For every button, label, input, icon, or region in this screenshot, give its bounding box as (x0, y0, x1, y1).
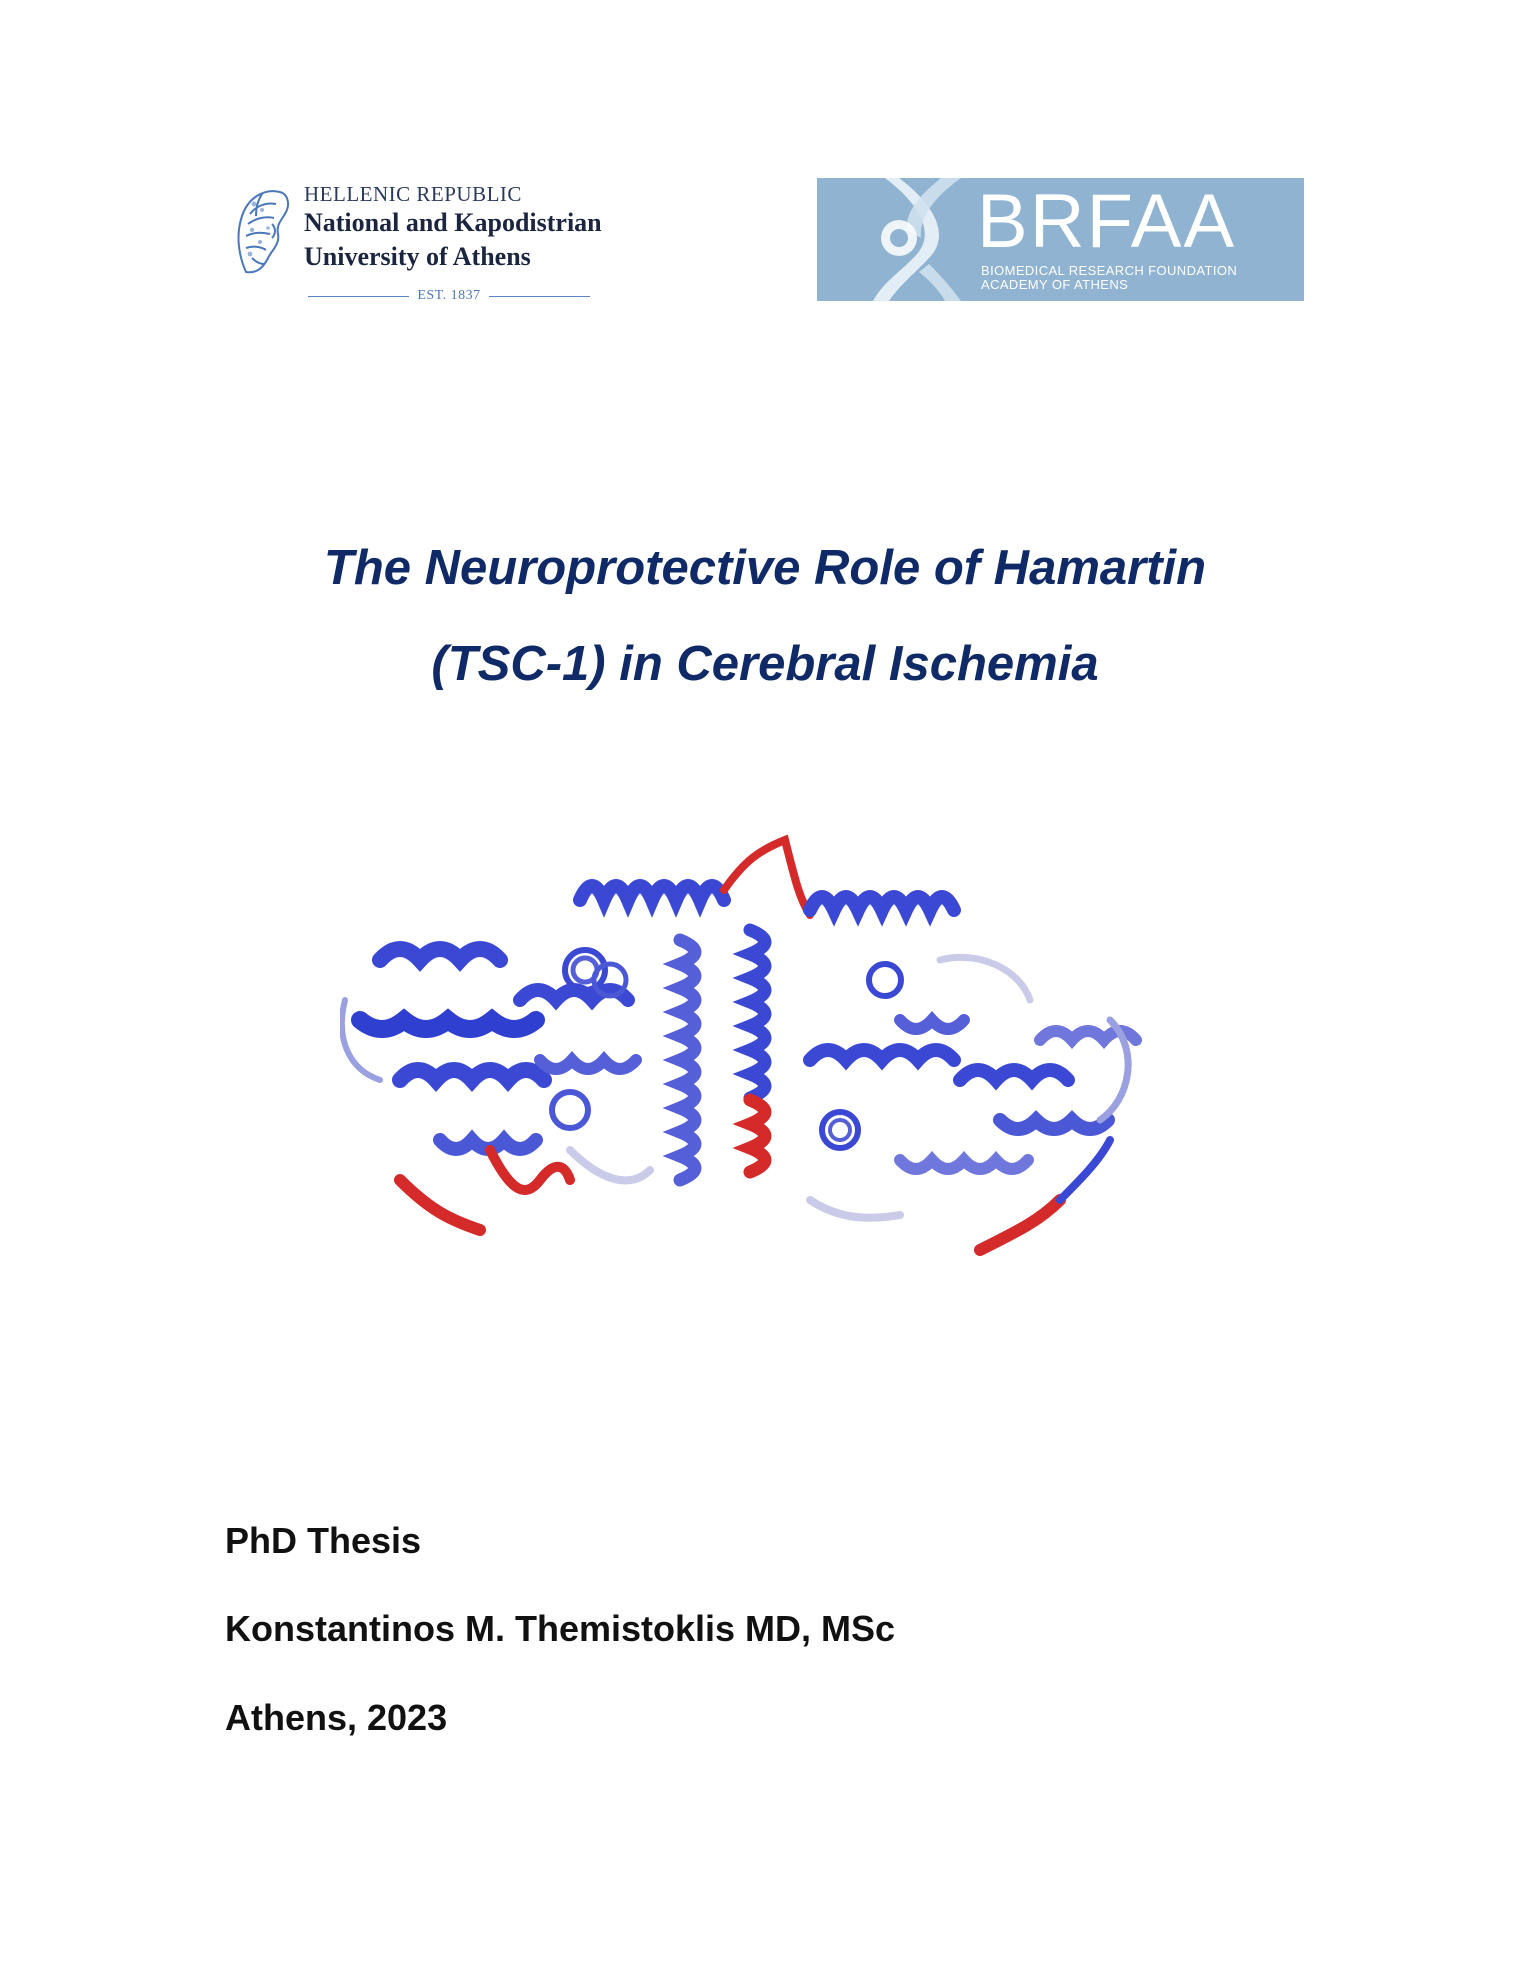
thesis-title (0, 520, 1530, 712)
degree-label: PhD Thesis (225, 1520, 422, 1561)
university-established (308, 286, 590, 306)
brfaa-logo (817, 178, 1304, 301)
divider (489, 296, 590, 297)
university-name-line1: National and Kapodistrian (304, 208, 602, 237)
athena-head-icon (232, 184, 292, 278)
thesis-title-line1: The Neuroprotective Role of Hamartin (323, 541, 1207, 595)
university-name-line2: University of Athens (304, 242, 531, 271)
divider (308, 296, 409, 297)
brfaa-name: BRFAA (977, 179, 1237, 264)
protein-ribbon-structure-icon (340, 820, 1190, 1320)
brfaa-subtitle (981, 264, 1237, 292)
brfaa-subtitle-line1: BIOMEDICAL RESEARCH FOUNDATION (981, 263, 1238, 278)
established-year: EST. 1837 (417, 288, 481, 303)
university-name (304, 182, 602, 274)
thesis-title-line2: (TSC-1) in Cerebral Ischemia (431, 637, 1099, 691)
place-and-date: Athens, 2023 (225, 1697, 448, 1738)
brfaa-subtitle-line2: ACADEMY OF ATHENS (981, 277, 1129, 292)
university-country-line: HELLENIC REPUBLIC (304, 182, 522, 206)
university-logo (232, 178, 682, 303)
dna-helix-icon (869, 178, 979, 301)
author-name: Konstantinos M. Themistoklis MD, MSc (225, 1608, 896, 1649)
